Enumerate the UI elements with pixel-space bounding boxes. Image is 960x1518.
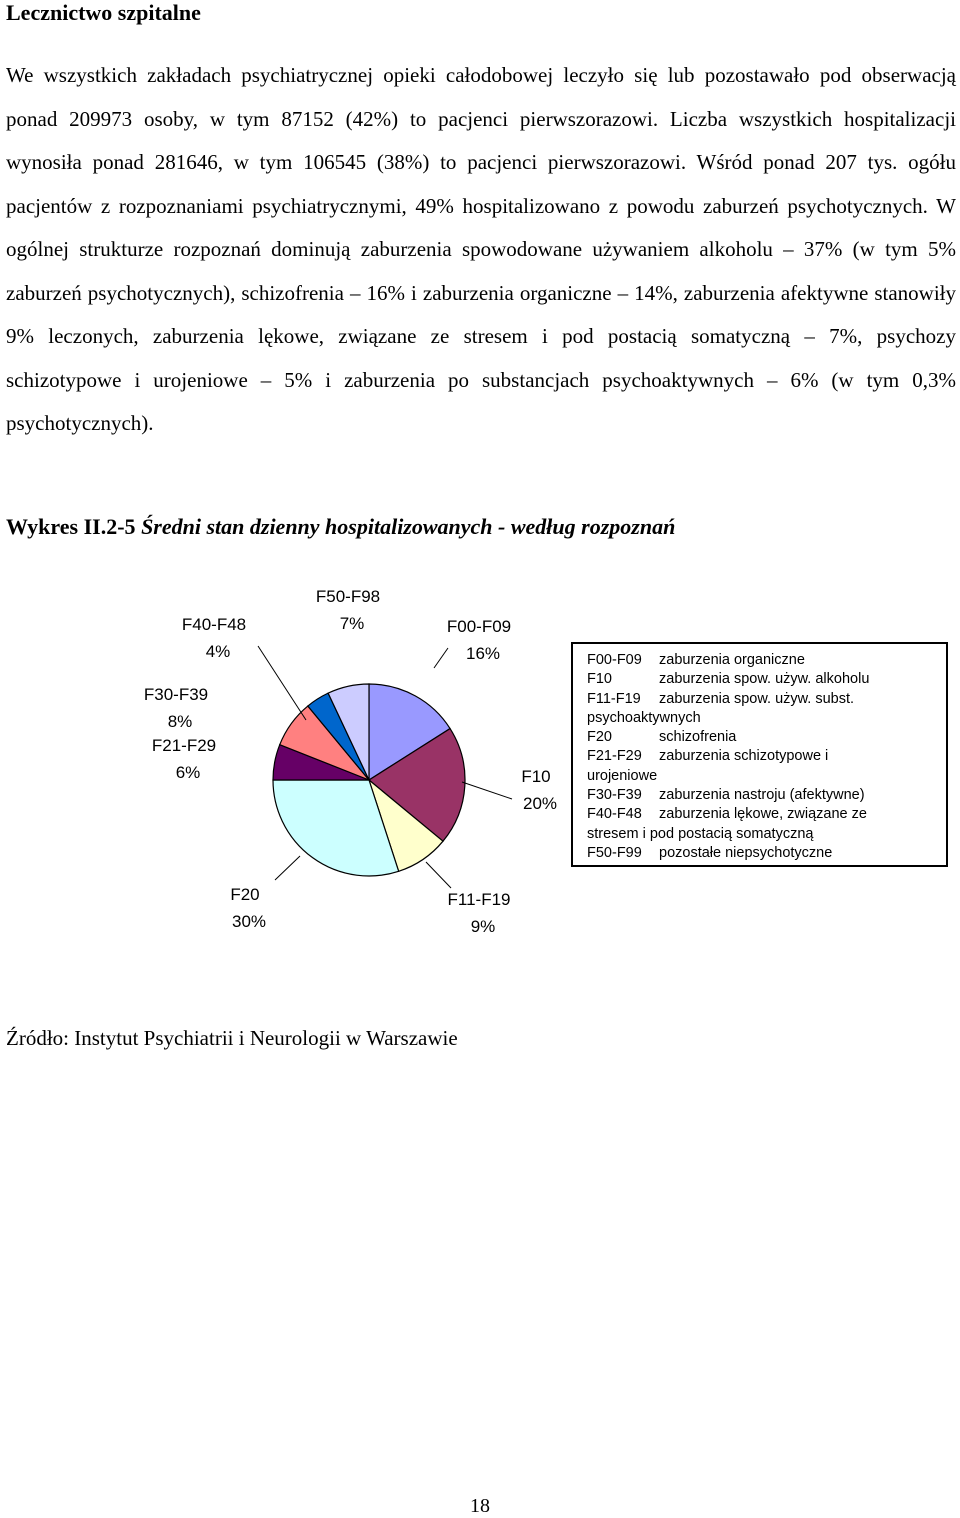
legend-text: schizofrenia [659,729,737,746]
leader-line-f00-f09 [434,648,448,668]
legend-row [587,747,938,766]
legend-row [587,825,938,844]
legend-text: zaburzenia schizotypowe i [659,748,829,765]
legend-code: F11-F19 [587,690,641,707]
slice-code-label-f30-f39: F30-F39 [143,685,209,704]
legend-text: psychoaktywnych [587,709,701,726]
slice-value-label-f40-f48: 4% [205,642,231,661]
slice-code-label-f20: F20 [230,885,260,904]
slice-value-label-f10: 20% [522,794,558,813]
legend-code: F00-F09 [587,652,642,668]
legend-row [587,767,938,786]
section-heading: Lecznictwo szpitalne [6,0,201,25]
leader-line-f20 [275,856,300,880]
legend-text: zaburzenia spow. używ. subst. [659,690,855,707]
body-paragraph: We wszystkich zakładach psychiatrycznej opieki całodobowej leczyło się lub pozostawało pod obserwacją ponad 209973 osoby, w tym 87152 (42%) to pacjenci pierwszorazowi. Liczba wszystkich hospitalizacji wynosiła ponad 281646, w tym 106545 (38%) to pacjenci pierwszorazowi. Wśród ponad 207 tys. ogółu pacjentów z rozpoznaniami psychiatrycznymi, 49% hospitalizowano z powodu zaburzeń psychotycznych. W ogólnej strukturze rozpoznań dominują zaburzenia spowodowane używaniem alkoholu – 37% (w tym 5% zaburzeń psychotycznych), schizofrenia – 16% i zaburzenia organiczne – 14%, zaburzenia afektywne stanowiły 9% leczonych, zaburzenia lękowe, związane ze stresem i pod postacią somatyczną – 7%, psychozy schizotypowe i urojeniowe – 5% i zaburzenia po substancjach psychoaktywnych – 6% (w tym 0,3% psychotycznych). [6,63,956,435]
legend-text: zaburzenia spow. używ. alkoholu [659,671,870,688]
legend-row [587,728,938,747]
legend-text: pozostałe niepsychotyczne [659,844,833,861]
slice-code-label-f11-f19: F11-F19 [447,890,511,909]
legend-code: F20 [587,729,612,746]
legend-text: zaburzenia organiczne [659,652,805,668]
slice-value-label-f50-f98: 7% [339,614,365,633]
legend-code: F40-F48 [587,806,642,823]
legend-row [587,786,938,805]
source-note: Źródło: Instytut Psychiatrii i Neurologii w Warszawie [6,1026,458,1050]
pie-chart [0,560,570,960]
leader-line-f40-f48 [258,646,306,720]
legend-code: F30-F39 [587,787,642,804]
legend-text: zaburzenia nastroju (afektywne) [659,787,865,804]
slice-code-label-f00-f09: F00-F09 [446,617,512,636]
legend-text: urojeniowe [587,767,658,784]
legend-text: zaburzenia lękowe, związane ze [659,806,867,823]
legend-row [587,651,938,670]
legend-row [587,709,938,728]
figure-caption [6,512,675,542]
page-number: 18 [470,1495,490,1517]
legend-row [587,690,938,709]
legend-code: F10 [587,671,612,688]
legend-code: F50-F99 [587,844,642,861]
figure-label: Wykres II.2-5 [6,514,136,539]
legend-text: stresem i pod postacią somatyczną [587,825,814,842]
slice-code-label-f10: F10 [521,767,551,786]
slice-value-label-f21-f29: 6% [175,763,201,782]
legend-row [587,805,938,824]
slice-value-label-f20: 30% [231,912,267,931]
leader-line-f10 [462,782,512,799]
leader-line-f11-f19 [426,862,451,888]
slice-code-label-f50-f98: F50-F98 [315,587,381,606]
slice-value-label-f00-f09: 16% [465,644,501,663]
legend-code: F21-F29 [587,748,642,765]
figure-title: Średni stan dzienny hospitalizowanych - według rozpoznań [141,514,676,539]
slice-code-label-f40-f48: F40-F48 [181,615,247,634]
slice-value-label-f11-f19: 9% [470,917,496,936]
legend-row [587,844,938,863]
slice-code-label-f21-f29: F21-F29 [151,736,217,755]
chart-legend [571,642,948,867]
slice-value-label-f30-f39: 8% [167,712,193,731]
legend-row [587,670,938,689]
